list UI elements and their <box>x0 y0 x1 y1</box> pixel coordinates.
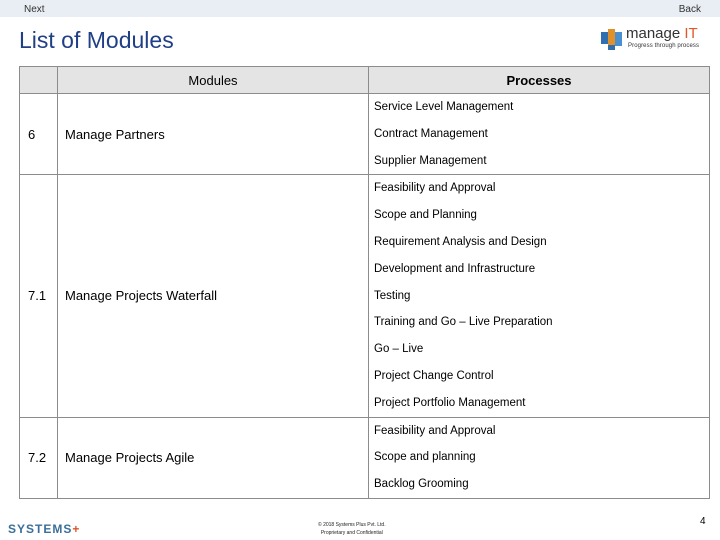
process-list <box>369 175 710 417</box>
module-name: Manage Projects Agile <box>58 417 369 498</box>
manage-it-logo <box>600 24 708 54</box>
process-item: Scope and Planning <box>374 209 477 222</box>
back-link[interactable]: Back <box>678 4 701 15</box>
logo-wordmark: manage IT <box>626 25 698 42</box>
logo-tagline: Progress through process <box>628 43 700 49</box>
header-modules: Modules <box>58 67 369 94</box>
modules-table <box>19 66 710 499</box>
top-nav-bar <box>0 0 720 17</box>
process-item: Go – Live <box>374 343 424 356</box>
page-number: 4 <box>700 516 706 527</box>
row-number: 7.2 <box>20 417 58 498</box>
process-item: Testing <box>374 289 411 302</box>
process-item: Project Change Control <box>374 369 494 382</box>
row-number: 7.1 <box>20 175 58 417</box>
process-item: Scope and planning <box>374 451 476 464</box>
process-item: Development and Infrastructure <box>374 262 536 275</box>
logo-cubes-icon <box>600 26 624 52</box>
table-row <box>20 417 710 498</box>
process-item: Contract Management <box>374 127 488 140</box>
table-row <box>20 175 710 417</box>
process-item: Supplier Management <box>374 154 487 167</box>
process-item: Feasibility and Approval <box>374 182 496 195</box>
systems-plus-logo: SYSTEMS+ <box>8 522 81 536</box>
header-number-cell <box>20 67 58 94</box>
row-number: 6 <box>20 94 58 175</box>
table-row <box>20 94 710 175</box>
module-name: Manage Partners <box>58 94 369 175</box>
copyright-notice <box>318 521 386 537</box>
process-list <box>369 417 710 498</box>
process-item: Backlog Grooming <box>374 478 469 491</box>
header-processes: Processes <box>369 67 710 94</box>
process-item: Project Portfolio Management <box>374 396 526 409</box>
table-header-row <box>20 67 710 94</box>
confidential-line: Proprietary and Confidential <box>320 530 383 536</box>
process-item: Service Level Management <box>374 101 514 113</box>
copyright-line: © 2018 Systems Plus Pvt. Ltd. <box>318 522 386 528</box>
process-item: Feasibility and Approval <box>374 424 496 437</box>
process-list <box>369 94 710 175</box>
module-name: Manage Projects Waterfall <box>58 175 369 417</box>
next-link[interactable]: Next <box>24 4 45 15</box>
process-item: Requirement Analysis and Design <box>374 235 547 248</box>
page-title: List of Modules <box>19 27 174 53</box>
process-item: Training and Go – Live Preparation <box>374 316 553 329</box>
